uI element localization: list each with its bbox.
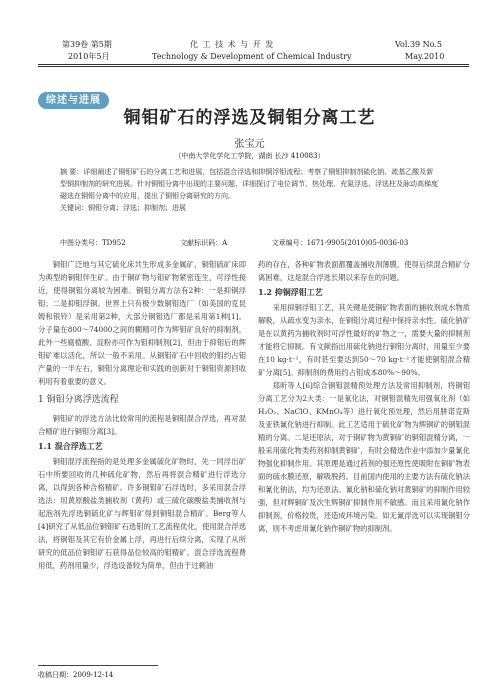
paper-title: 铜钼矿石的浮选及铜钼分离工艺 — [123, 108, 376, 128]
continued-paragraph: 药的存在，各种矿物表面都覆盖捕收剂薄膜，使得后续混合精矿分离困难，这是混合浮选长期以来存在的问题。 — [258, 260, 470, 282]
left-column — [38, 258, 246, 572]
section-1-2-text-2: 郑昕等人[6]综合铜钼混精预处理方法及常用抑制剂，将铜钼分离工艺分为2大类：一是氧化法，对铜钼混精先用强氧化剂（如H₂O₂、NaClO、KMnO₄等）进行氧化预处理，然后用肼诺克斯及亚铁氰化钠进行抑制。此工艺适用于硫化矿物为辉铜矿的铜钼混精的分离。二是还原法，对于铜矿物为黄铜矿的铜钼混精分离，一般采用硫化物类药剂抑制黄铜矿，有时会精选作业中添加少量氰化物强化抑制作用。其原理是通过药剂的强还原性使吸附在铜矿物表面的硫水膜还原，解吸脱药。目前国内使用的主要方法有硫化钠法和氰化钠法，均为还原法。氰化钠和硫化钠对黄铜矿的抑制作用较强，但对辉铜矿及次生辉铜矿抑制作用不敏感。而且采用氰化钠作抑制剂，价格较贵，还造成环境污染。如无氰浮选可以实现铜钼分离，则不考虑用氰化钠作铜矿物的抑制剂。 — [258, 381, 470, 533]
footnote-rule — [38, 665, 158, 666]
journal-volume-en: Vol.39 No.5 — [395, 40, 442, 49]
journal-date-en: May.2010 — [405, 52, 445, 61]
section-1-1-heading: 1.1 混合浮选工艺 — [38, 441, 103, 451]
intro-paragraph: 铜钼广泛地与其它硫化床共生形成多金属矿，铜钼硫矿床即为典型的铜钼伴生矿。由于铜矿物与钼矿物紧密连生，可浮性接近，使得铜钼分离较为困难。铜钼分离方法有2种：一是抑铜浮钼；二是抑钼浮铜。世界上只有极少数铜钼选厂（如美国的克昆姆和银铃）是采用第2种，大部分铜钼选厂都是采用第1种[1]。分子量在800～74000之间的糊精可作为辉钼矿良好的抑制剂，此外一些腐植酸、淀粉亦可作为钼抑制剂[2]，但由于抑钼后的辉钼矿难以活化，所以一般不采用。从铜钼矿石中回收的钼约占钼产量的一半左右，铜钼分离理论和实践的创新对于铜钼资源回收利用有着重要的意义。 — [38, 260, 246, 386]
abstract — [60, 166, 439, 214]
section-1-2-text-1: 采用抑铜浮钼工艺，其关键是使铜矿物表面的捕收剂成水物质解吸，从疏水变为亲水，在铜钼分离过程中保持亲水性。硫化钠矿是在以黄药为捕收剂时可浮性最好的矿物之一，需要大量的抑制剂才能将它抑制。有文献指出用硫化钠进行铜钼分离时，用量至少要在10 kg·t⁻¹，有时甚至要达到50～70 kg·t⁻¹才能使铜钼混合精矿分离[5]。抑制剂的费用约占钼成本80%～90%。 — [258, 303, 470, 377]
meta-row — [60, 238, 408, 248]
received-date: 收稿日期：2009-12-14 — [38, 671, 114, 679]
header-rule-double — [38, 66, 469, 67]
affiliation: （中南大学化学化工学院，湖南 长沙 410083） — [174, 152, 325, 160]
author: 张宝元 — [234, 139, 265, 150]
keywords: 关键词：铜钼分离；浮选；抑制剂；进展 — [60, 204, 186, 212]
journal-volume: 第39卷 第5期 — [62, 40, 112, 49]
section-1-1-text: 铜钼混浮流程指的是处理多金属硫化矿物时，先一同浮出矿石中所要回收的几种硫化矿物，然后再将混合精矿进行浮选分离，以得到各种合格精矿。许多铜钼矿石浮选时，多采用混合浮选法：用黄原酸盐类捕收剂（黄药）或三硫化碳酸盐类捕收剂与起泡剂先浮选铜硫化矿与辉钼矿得到铜钼混合精矿。Berg等人[4]研究了从低品位铜钼矿石选钼的工艺流程优化，使用混合浮选法，将铜钼及其它有价金属上浮，再进行后续分离，实现了从所研究的低品位铜钼矿石获得品位较高的钼精矿。混合浮选流程费用低，药剂用量少，浮选设备较为简单，但由于过剩油 — [38, 457, 246, 570]
right-column — [258, 258, 470, 535]
section-badge: 综述与进展 — [38, 92, 109, 109]
section-1-text: 铜钼矿的浮选方法比较常用的流程是铜钼混合浮选，再对混合精矿进行铜钼分离[3]。 — [38, 414, 246, 436]
section-1-heading: 1 铜钼分离浮选流程 — [38, 395, 119, 405]
journal-date: 2010年5月 — [68, 52, 110, 61]
header-rule — [38, 64, 469, 65]
document-code: 文献标识码：A — [180, 239, 228, 247]
clc-number: 中图分类号：TD952 — [60, 239, 126, 247]
journal-name: 化 工 技 术 与 开 发 — [190, 40, 275, 49]
section-1-2-heading: 1.2 抑铜浮钼工艺 — [258, 287, 323, 297]
article-number: 文章编号：1671-9905(2010)05-0036-03 — [271, 239, 409, 247]
journal-name-en: Technology & Development of Chemical Industry — [152, 52, 352, 61]
abstract-text: 摘 要：详细阐述了铜钼矿石的分离工艺和进展，包括混合浮选和抑铜浮钼流程；考察了铜钼抑制剂硫化钠、巯基乙酸及新型铜抑制剂的研究进展。针对铜钼分离中出现的主要问题，详细探讨了电位调节、热处理、充氮浮选、浮选柱及脉动高梯度磁选在铜钼分离中的应用，提出了铜钼分离研究的方向。 — [60, 168, 438, 200]
